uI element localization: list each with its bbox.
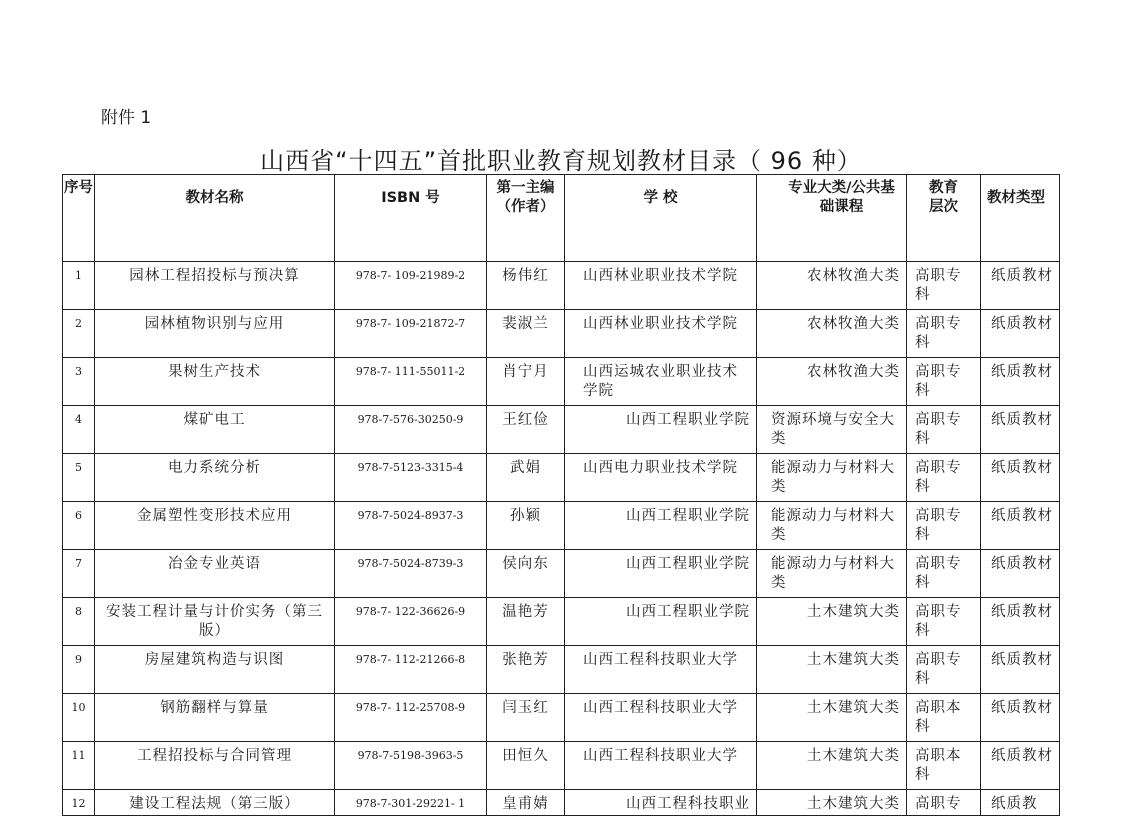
type-cell: 纸质教材: [981, 598, 1060, 646]
school-cell: 山西工程科技职业大学: [565, 646, 757, 694]
textbook-catalog-table: [62, 174, 1060, 816]
table-row: [63, 310, 1060, 358]
textbook-name-cell: 煤矿电工: [95, 406, 335, 454]
textbook-name-cell: 园林工程招投标与预决算: [95, 262, 335, 310]
level-cell: 高职专科: [907, 262, 981, 310]
major-cell: 土木建筑大类: [757, 790, 907, 816]
isbn-cell: 978-7-5123-3315-4: [335, 454, 487, 502]
editor-cell: 王红俭: [487, 406, 565, 454]
type-cell: 纸质教材: [981, 358, 1060, 406]
level-cell: 高职专科: [907, 406, 981, 454]
school-cell: 山西工程职业学院: [565, 550, 757, 598]
school-cell: 山西电力职业技术学院: [565, 454, 757, 502]
school-cell: 山西工程科技职业大学: [565, 694, 757, 742]
type-cell: 纸质教材: [981, 262, 1060, 310]
textbook-name-cell: 电力系统分析: [95, 454, 335, 502]
major-cell: 土木建筑大类: [757, 646, 907, 694]
major-cell: 能源动力与材料大类: [757, 550, 907, 598]
editor-cell: 温艳芳: [487, 598, 565, 646]
level-cell: 高职本科: [907, 742, 981, 790]
type-cell: 纸质教材: [981, 694, 1060, 742]
level-cell: 高职专科: [907, 598, 981, 646]
table-row: [63, 502, 1060, 550]
type-cell: 纸质教材: [981, 550, 1060, 598]
type-cell: 纸质教材: [981, 502, 1060, 550]
table-row: [63, 454, 1060, 502]
isbn-cell: 978-7- 109-21872-7: [335, 310, 487, 358]
seq-cell: 9: [63, 646, 95, 694]
isbn-cell: 978-7- 109-21989-2: [335, 262, 487, 310]
editor-cell: 杨伟红: [487, 262, 565, 310]
table-header-row: [63, 175, 1060, 262]
major-cell: 资源环境与安全大类: [757, 406, 907, 454]
editor-cell: 闫玉红: [487, 694, 565, 742]
seq-cell: 4: [63, 406, 95, 454]
table-row: [63, 646, 1060, 694]
type-cell: 纸质教材: [981, 646, 1060, 694]
level-cell: 高职专科: [907, 502, 981, 550]
attachment-label: 附件 1: [101, 108, 152, 128]
textbook-name-cell: 金属塑性变形技术应用: [95, 502, 335, 550]
type-cell: 纸质教材: [981, 454, 1060, 502]
header-seq: 序号: [63, 175, 95, 262]
editor-cell: 武娟: [487, 454, 565, 502]
editor-cell: 田恒久: [487, 742, 565, 790]
major-cell: 能源动力与材料大类: [757, 502, 907, 550]
school-cell: 山西工程职业学院: [565, 406, 757, 454]
table-row: [63, 598, 1060, 646]
level-cell: 高职专科: [907, 310, 981, 358]
header-level: 教育层次: [907, 175, 981, 262]
table-row: [63, 550, 1060, 598]
textbook-name-cell: 果树生产技术: [95, 358, 335, 406]
document-title: 山西省“十四五”首批职业教育规划教材目录（ 96 种）: [260, 147, 862, 175]
level-cell: 高职专科: [907, 550, 981, 598]
major-cell: 能源动力与材料大类: [757, 454, 907, 502]
header-type: 教材类型: [981, 175, 1060, 262]
textbook-name-cell: 园林植物识别与应用: [95, 310, 335, 358]
isbn-cell: 978-7-5024-8739-3: [335, 550, 487, 598]
header-school: 学 校: [565, 175, 757, 262]
isbn-cell: 978-7- 111-55011-2: [335, 358, 487, 406]
header-name: 教材名称: [95, 175, 335, 262]
textbook-name-cell: 钢筋翻样与算量: [95, 694, 335, 742]
editor-cell: 裴淑兰: [487, 310, 565, 358]
school-cell: 山西林业职业技术学院: [565, 262, 757, 310]
level-cell: 高职专: [907, 790, 981, 816]
editor-cell: 孙颖: [487, 502, 565, 550]
isbn-cell: 978-7-301-29221- 1: [335, 790, 487, 816]
textbook-name-cell: 安装工程计量与计价实务（第三版）: [95, 598, 335, 646]
level-cell: 高职本科: [907, 694, 981, 742]
editor-cell: 张艳芳: [487, 646, 565, 694]
school-cell: 山西林业职业技术学院: [565, 310, 757, 358]
isbn-cell: 978-7-5198-3963-5: [335, 742, 487, 790]
type-cell: 纸质教材: [981, 310, 1060, 358]
type-cell: 纸质教: [981, 790, 1060, 816]
seq-cell: 5: [63, 454, 95, 502]
table-row: [63, 790, 1060, 816]
level-cell: 高职专科: [907, 646, 981, 694]
major-cell: 农林牧渔大类: [757, 262, 907, 310]
seq-cell: 12: [63, 790, 95, 816]
isbn-cell: 978-7-576-30250-9: [335, 406, 487, 454]
seq-cell: 10: [63, 694, 95, 742]
level-cell: 高职专科: [907, 454, 981, 502]
isbn-cell: 978-7- 122-36626-9: [335, 598, 487, 646]
table-row: [63, 406, 1060, 454]
school-cell: 山西运城农业职业技术学院: [565, 358, 757, 406]
major-cell: 土木建筑大类: [757, 694, 907, 742]
level-cell: 高职专科: [907, 358, 981, 406]
table-row: [63, 262, 1060, 310]
major-cell: 土木建筑大类: [757, 742, 907, 790]
editor-cell: 侯向东: [487, 550, 565, 598]
seq-cell: 8: [63, 598, 95, 646]
isbn-cell: 978-7- 112-25708-9: [335, 694, 487, 742]
type-cell: 纸质教材: [981, 406, 1060, 454]
seq-cell: 3: [63, 358, 95, 406]
isbn-cell: 978-7-5024-8937-3: [335, 502, 487, 550]
school-cell: 山西工程科技职业大学: [565, 742, 757, 790]
seq-cell: 2: [63, 310, 95, 358]
textbook-name-cell: 房屋建筑构造与识图: [95, 646, 335, 694]
seq-cell: 11: [63, 742, 95, 790]
school-cell: 山西工程职业学院: [565, 502, 757, 550]
seq-cell: 1: [63, 262, 95, 310]
textbook-name-cell: 冶金专业英语: [95, 550, 335, 598]
seq-cell: 7: [63, 550, 95, 598]
isbn-cell: 978-7- 112-21266-8: [335, 646, 487, 694]
table-row: [63, 694, 1060, 742]
major-cell: 土木建筑大类: [757, 598, 907, 646]
textbook-name-cell: 建设工程法规（第三版）: [95, 790, 335, 816]
editor-cell: 肖宁月: [487, 358, 565, 406]
major-cell: 农林牧渔大类: [757, 358, 907, 406]
header-major: 专业大类/公共基础课程: [757, 175, 907, 262]
school-cell: 山西工程科技职业: [565, 790, 757, 816]
table-row: [63, 742, 1060, 790]
seq-cell: 6: [63, 502, 95, 550]
type-cell: 纸质教材: [981, 742, 1060, 790]
school-cell: 山西工程职业学院: [565, 598, 757, 646]
textbook-name-cell: 工程招投标与合同管理: [95, 742, 335, 790]
editor-cell: 皇甫婧: [487, 790, 565, 816]
table-row: [63, 358, 1060, 406]
header-isbn: ISBN 号: [335, 175, 487, 262]
major-cell: 农林牧渔大类: [757, 310, 907, 358]
header-editor: 第一主编（作者）: [487, 175, 565, 262]
